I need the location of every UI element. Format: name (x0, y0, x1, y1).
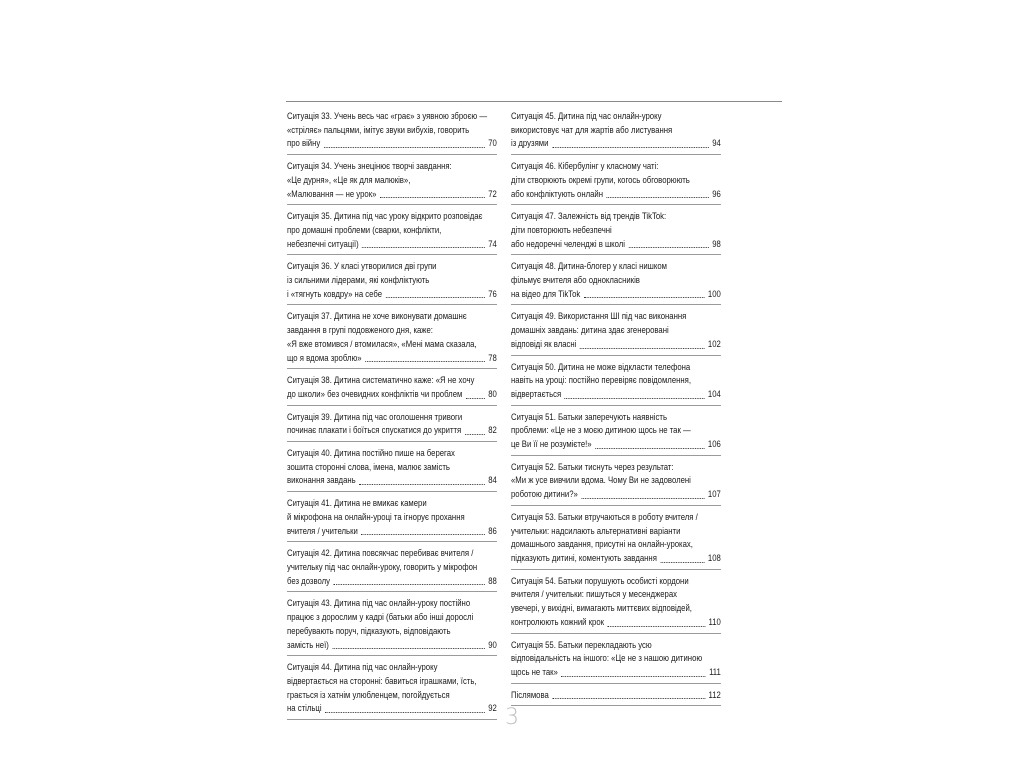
toc-entry-line: Ситуація 44. Дитина під час онлайн-уроку (287, 662, 438, 673)
toc-entry-text (511, 411, 721, 452)
toc-entry-line: грається із хатнім улюбленцем, погойдується (287, 689, 450, 700)
toc-page-number: 100 (707, 288, 721, 299)
toc-entry[interactable] (511, 359, 721, 406)
toc-page-number: 94 (712, 138, 721, 149)
toc-entry-line: навіть на уроці: постійно перевіряє повідомлення, (511, 375, 692, 386)
toc-entry-line: Ситуація 33. Учень весь час «грає» з уявною зброєю — (287, 111, 488, 121)
toc-entry-last-line (287, 474, 497, 488)
toc-entry[interactable] (511, 509, 721, 570)
dot-leader (580, 348, 705, 349)
toc-entry[interactable] (511, 459, 721, 506)
toc-entry-last-line (511, 188, 721, 202)
toc-entry-line: «Малювання — не урок» (287, 188, 377, 199)
toc-entry-last-line (511, 438, 721, 452)
toc-entry-text (287, 260, 497, 301)
toc-entry-line: Ситуація 38. Дитина систематично каже: «Я не хочу (287, 375, 475, 386)
toc-entry-line: «стріляє» пальцями, імітує звуки вибухів, говорить (287, 124, 470, 135)
toc-entry-text (287, 447, 497, 488)
toc-entry-line: Ситуація 40. Дитина постійно пише на берегах (287, 448, 455, 459)
toc-entry-line: або недоречні челенджі в школі (511, 238, 626, 249)
toc-entry-line: Ситуація 48. Дитина-блогер у класі нишком (511, 261, 667, 272)
page-number: 3 (505, 705, 519, 730)
dot-leader (466, 398, 485, 399)
toc-entry-last-line (511, 288, 721, 302)
toc-entry-last-line (287, 238, 497, 252)
toc-entry-line: Ситуація 50. Дитина не може відкласти телефона (511, 361, 691, 372)
toc-entry-line: Ситуація 41. Дитина не вмикає камери (287, 498, 427, 509)
toc-entry-line: Ситуація 39. Дитина під час оголошення тривоги (287, 411, 463, 422)
toc-page-number: 78 (488, 352, 497, 363)
toc-entry-line: Ситуація 47. Залежність від трендів TikTok: (511, 211, 667, 222)
toc-entry-line: й мікрофона на онлайн-уроці та ігнорує прохання (287, 511, 465, 522)
toc-entry-line: Ситуація 42. Дитина повсякчас перебиває вчителя / (287, 548, 474, 559)
toc-entry-text (287, 310, 497, 365)
toc-page-number: 70 (488, 138, 497, 149)
toc-entry-line: увечері, у вихідні, вимагають миттєвих відповідей, (511, 603, 692, 614)
dot-leader (365, 361, 485, 362)
toc-entry-line: із друзями (511, 138, 549, 149)
top-rule (286, 101, 782, 102)
dot-leader (584, 297, 705, 298)
toc-page-number: 90 (488, 639, 497, 650)
toc-entry-last-line (287, 702, 497, 716)
toc-entry-line: на стільці (287, 703, 322, 714)
toc-entry-text (287, 110, 497, 151)
toc-entry-line: використовує чат для жартів або листування (511, 124, 673, 135)
toc-page-number: 111 (709, 666, 721, 677)
toc-entry-last-line (511, 689, 721, 703)
toc-entry-line: учительку під час онлайн-уроку, говорить у мікрофон (287, 561, 478, 572)
toc-entry-line: відвертається на сторонні: бавиться іграшками, їсть, (287, 675, 477, 686)
toc-entry-line: Ситуація 49. Використання ШІ під час виконання (511, 311, 687, 322)
toc-entry-line: Ситуація 51. Батьки заперечують наявність (511, 411, 667, 422)
toc-right-column (511, 108, 721, 709)
toc-entry-line: «Ми ж усе вивчили вдома. Чому Ви не задоволені (511, 475, 691, 486)
toc-entry-line: Ситуація 52. Батьки тиснуть через результат: (511, 461, 674, 472)
toc-entry-text (511, 260, 721, 301)
toc-entry-line: замість неї) (287, 639, 329, 650)
dot-leader (581, 498, 704, 499)
toc-entry-text (511, 160, 721, 201)
toc-entry[interactable] (511, 258, 721, 305)
toc-entry-line: «Це дурня», «Це як для малюків», (287, 174, 411, 185)
toc-entry-text (511, 575, 721, 630)
toc-entry-line: щось не так» (511, 666, 558, 677)
toc-entry-line: Ситуація 43. Дитина під час онлайн-уроку постійно (287, 598, 471, 609)
dot-leader (385, 297, 484, 298)
toc-entry-line: Ситуація 34. Учень знецінює творчі завдання: (287, 161, 452, 172)
toc-entry-line: фільмує вчителя або однокласників (511, 275, 640, 286)
dot-leader (324, 147, 485, 148)
toc-entry-line: про домашні проблеми (сварки, конфлікти, (287, 224, 442, 235)
toc-entry-last-line (287, 352, 497, 366)
toc-entry-text (511, 511, 721, 566)
toc-entry-text (511, 310, 721, 351)
toc-entry[interactable] (511, 158, 721, 205)
toc-entry-line: Ситуація 35. Дитина під час уроку відкрито розповідає (287, 211, 483, 222)
toc-entry-line: відвертається (511, 388, 562, 399)
toc-page-number: 112 (708, 689, 721, 700)
toc-entry[interactable] (287, 445, 497, 492)
toc-page-number: 82 (488, 425, 497, 436)
toc-page-number: 106 (707, 439, 721, 450)
toc-page-number: 88 (488, 575, 497, 586)
dot-leader (332, 648, 485, 649)
toc-entry-line: діти створюють окремі групи, когось обговорюють (511, 174, 690, 185)
toc-entry[interactable] (287, 545, 497, 592)
dot-leader (333, 584, 484, 585)
toc-entry[interactable] (287, 495, 497, 542)
toc-entry-text (287, 497, 497, 538)
toc-entry-line: домашніх завдань: дитина здає згенеровані (511, 325, 669, 336)
toc-entry[interactable] (511, 108, 721, 155)
dot-leader (565, 398, 705, 399)
toc-page-number: 108 (707, 552, 721, 563)
toc-entry-line: починає плакати і боїться спускатися до укриття (287, 425, 462, 436)
toc-entry-line: небезпечні ситуації) (287, 238, 359, 249)
dot-leader (595, 448, 704, 449)
toc-entry-line: або конфліктують онлайн (511, 188, 604, 199)
toc-entry-line: відповіді як власні (511, 338, 577, 349)
toc-entry[interactable] (511, 208, 721, 255)
toc-page-number: 110 (708, 616, 721, 627)
toc-entry-text (511, 210, 721, 251)
toc-entry-last-line (287, 388, 497, 402)
toc-entry-line: відповідальність на іншого: «Це не з нашою дитиною (511, 653, 703, 664)
toc-entry-line: Післямова (511, 689, 549, 700)
toc-entry-line: Ситуація 45. Дитина під час онлайн-уроку (511, 111, 662, 121)
toc-entry-last-line (511, 616, 721, 630)
toc-entry[interactable] (511, 308, 721, 355)
toc-entry-text (511, 361, 721, 402)
toc-page-number: 104 (707, 388, 721, 399)
dot-leader (606, 197, 708, 198)
toc-entry-line: до школи» без очевидних конфліктів чи проблем (287, 388, 463, 399)
toc-entry[interactable] (287, 258, 497, 305)
toc-entry[interactable] (287, 372, 497, 405)
toc-page-number: 92 (488, 703, 497, 714)
dot-leader (325, 712, 485, 713)
dot-leader (552, 698, 705, 699)
dot-leader (465, 434, 485, 435)
toc-entry-line: діти повторюють небезпечні (511, 224, 612, 235)
toc-entry-line: що я вдома зроблю» (287, 352, 362, 363)
toc-entry[interactable] (287, 595, 497, 656)
toc-entry-last-line (511, 488, 721, 502)
toc-entry-line: вчителя / учительки (287, 525, 358, 536)
toc-entry-line: перебувають поруч, підказують, відповідають (287, 625, 451, 636)
toc-entry-last-line (287, 137, 497, 151)
toc-entry[interactable] (511, 573, 721, 634)
toc-entry-line: Ситуація 55. Батьки перекладають усю (511, 639, 652, 650)
toc-entry-last-line (287, 288, 497, 302)
dot-leader (660, 562, 704, 563)
toc-entry-last-line (511, 238, 721, 252)
toc-entry-text (511, 110, 721, 151)
toc-page-number: 74 (488, 238, 497, 249)
dot-leader (607, 626, 705, 627)
toc-entry-line: про війну (287, 138, 321, 149)
toc-entry-line: завдання в групі подовженого дня, каже: (287, 325, 433, 336)
toc-entry-text (287, 597, 497, 652)
toc-entry-text (287, 661, 497, 716)
toc-entry-text (287, 160, 497, 201)
toc-entry-line: Ситуація 46. Кібербулінг у класному чаті: (511, 161, 659, 172)
toc-page-number: 86 (488, 525, 497, 536)
toc-entry-line: Ситуація 53. Батьки втручаються в роботу вчителя / (511, 511, 698, 522)
toc-entry-text (287, 210, 497, 251)
toc-entry[interactable] (511, 409, 721, 456)
toc-entry-text (511, 689, 721, 703)
toc-entry-line: зошита сторонні слова, імена, малює замість (287, 461, 450, 472)
toc-entry-text (287, 411, 497, 438)
toc-entry-line: вчителя / учительки: пишуться у месенджерах (511, 589, 678, 600)
toc-left-column (287, 108, 497, 723)
toc-entry-line: контролюють кожний крок (511, 616, 605, 627)
toc-entry[interactable] (287, 208, 497, 255)
toc-entry-line: на відео для TikTok (511, 288, 581, 299)
toc-entry-line: із сильними лідерами, які конфліктують (287, 275, 430, 286)
toc-entry[interactable] (287, 659, 497, 720)
toc-entry-line: учительки: надсилають альтернативні варіанти (511, 525, 681, 536)
dot-leader (561, 676, 705, 677)
toc-page-number: 84 (488, 475, 497, 486)
dot-leader (628, 247, 708, 248)
toc-entry-line: підказують дитині, коментують завдання (511, 552, 657, 563)
toc-entry[interactable] (287, 308, 497, 369)
toc-entry-line: виконання завдань (287, 475, 356, 486)
toc-entry-last-line (287, 188, 497, 202)
toc-entry[interactable] (287, 409, 497, 442)
toc-entry-last-line (511, 137, 721, 151)
toc-entry-line: проблеми: «Це не з моєю дитиною щось не так — (511, 425, 691, 436)
toc-entry[interactable] (511, 637, 721, 684)
toc-entry-text (511, 461, 721, 502)
toc-entry[interactable] (287, 108, 497, 155)
toc-page-number: 102 (707, 338, 721, 349)
toc-entry-last-line (287, 575, 497, 589)
toc-page-number: 72 (488, 188, 497, 199)
toc-entry-last-line (511, 552, 721, 566)
toc-entry-last-line (511, 666, 721, 680)
dot-leader (362, 247, 485, 248)
toc-page-number: 96 (712, 188, 721, 199)
dot-leader (552, 147, 709, 148)
toc-entry-line: Ситуація 36. У класі утворилися дві групи (287, 261, 437, 272)
toc-entry-text (287, 374, 497, 401)
toc-entry-line: домашнього завдання, присутні на онлайн-уроках, (511, 539, 693, 550)
toc-entry-text (287, 547, 497, 588)
toc-entry-line: Ситуація 54. Батьки порушують особисті кордони (511, 575, 689, 586)
dot-leader (361, 534, 485, 535)
toc-entry-line: роботою дитини?» (511, 489, 578, 500)
toc-page-number: 76 (488, 288, 497, 299)
toc-entry-last-line (511, 338, 721, 352)
toc-entry-line: Ситуація 37. Дитина не хоче виконувати домашнє (287, 311, 467, 322)
toc-entry-text (511, 639, 721, 680)
toc-entry-last-line (287, 525, 497, 539)
toc-entry[interactable] (287, 158, 497, 205)
toc-entry-line: без дозволу (287, 575, 331, 586)
toc-entry-last-line (287, 639, 497, 653)
toc-entry-last-line (511, 388, 721, 402)
toc-entry[interactable] (511, 687, 721, 707)
toc-entry-last-line (287, 424, 497, 438)
toc-entry-line: працює з дорослим у кадрі (батьки або інші дорослі (287, 612, 474, 623)
toc-page-number: 107 (707, 489, 721, 500)
toc-entry-line: це Ви її не розумієте!» (511, 439, 592, 450)
toc-entry-line: «Я вже втомився / втомилася», «Мені мама сказала, (287, 338, 477, 349)
toc-entry-line: і «тягнуть ковдру» на себе (287, 288, 383, 299)
dot-leader (380, 197, 485, 198)
toc-page-number: 98 (712, 238, 721, 249)
dot-leader (359, 484, 485, 485)
toc-page-number: 80 (488, 388, 497, 399)
